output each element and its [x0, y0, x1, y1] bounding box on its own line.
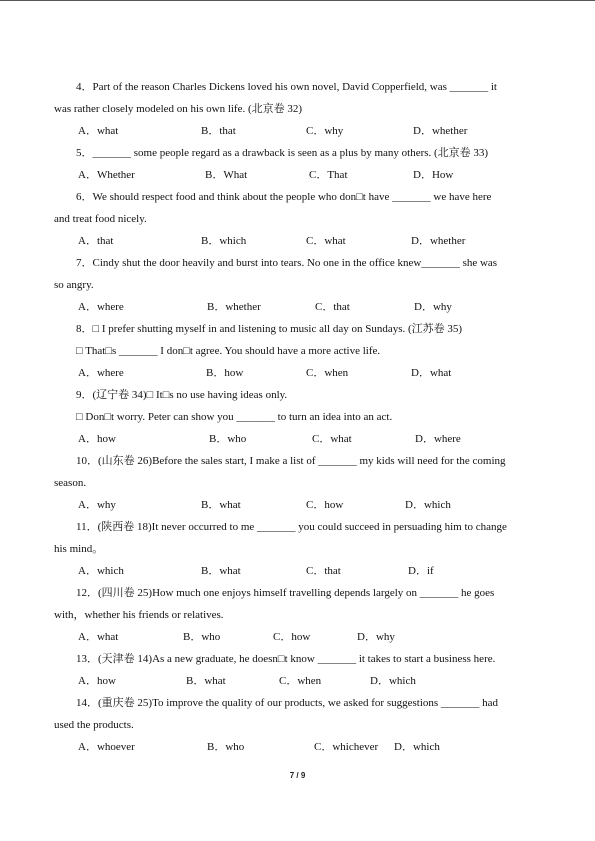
- question-12-line-1: 12．(四川卷 25)How much one enjoys himself travelling depends largely on _______ he goes: [76, 587, 495, 599]
- question-11-line-2: his mind。: [54, 543, 104, 555]
- option-d: D．what: [411, 367, 452, 379]
- option-d: D．which: [405, 499, 451, 511]
- option-b: B．which: [201, 235, 247, 247]
- question-13-options: [0, 674, 595, 688]
- option-c: C．when: [306, 367, 349, 379]
- option-b: B．that: [201, 125, 236, 137]
- option-b: B．how: [206, 367, 244, 379]
- option-c: C．why: [306, 125, 344, 137]
- option-a: A．why: [78, 499, 116, 511]
- question-14-options: [0, 740, 595, 754]
- question-8-options: [0, 366, 595, 380]
- option-a: A．how: [78, 675, 116, 687]
- option-d: D．whether: [411, 235, 466, 247]
- option-d: D．which: [394, 741, 440, 753]
- option-c: C．that: [315, 301, 350, 313]
- option-a: A．how: [78, 433, 116, 445]
- question-7-line-2: so angry.: [54, 279, 94, 291]
- option-c: C．whichever: [314, 741, 379, 753]
- question-6-line-2: and treat food nicely.: [54, 213, 147, 225]
- question-4-options: [0, 124, 595, 138]
- option-b: B．whether: [207, 301, 261, 313]
- option-d: D．whether: [413, 125, 468, 137]
- option-b: B．what: [201, 499, 241, 511]
- question-11-options: [0, 564, 595, 578]
- option-c: C．how: [306, 499, 344, 511]
- option-d: D．which: [370, 675, 416, 687]
- option-a: A．what: [78, 125, 119, 137]
- option-b: B．What: [205, 169, 248, 181]
- option-a: A．which: [78, 565, 124, 577]
- option-b: B．what: [186, 675, 226, 687]
- option-c: C．what: [306, 235, 346, 247]
- option-d: D．where: [415, 433, 461, 445]
- question-10-line-2: season.: [54, 477, 87, 489]
- option-d: D．why: [414, 301, 452, 313]
- option-c: C．when: [279, 675, 322, 687]
- question-9-line-1: 9．(辽宁卷 34)□ It□s no use having ideas only.: [76, 389, 288, 401]
- question-8-line-1: 8．□ I prefer shutting myself in and listening to music all day on Sundays. (江苏卷 35): [76, 323, 463, 335]
- option-a: A．what: [78, 631, 119, 643]
- question-7-line-1: 7．Cindy shut the door heavily and burst into tears. No one in the office knew_______ she was: [76, 257, 498, 269]
- option-a: A．where: [78, 301, 124, 313]
- option-c: C．how: [273, 631, 311, 643]
- question-5-options: [0, 168, 595, 182]
- option-a: A．Whether: [78, 169, 135, 181]
- question-4-line-2: was rather closely modeled on his own life. (北京卷 32): [54, 103, 303, 115]
- question-14-line-1: 14．(重庆卷 25)To improve the quality of our products, we asked for suggestions _______ had: [76, 697, 499, 709]
- option-d: D．How: [413, 169, 454, 181]
- question-14-line-2: used the products.: [54, 719, 134, 731]
- question-10-line-1: 10．(山东卷 26)Before the sales start, I make a list of _______ my kids will need for the coming: [76, 455, 506, 467]
- option-c: C．That: [309, 169, 348, 181]
- question-9-options: [0, 432, 595, 446]
- option-c: C．that: [306, 565, 341, 577]
- option-b: B．who: [183, 631, 221, 643]
- question-7-options: [0, 300, 595, 314]
- option-b: B．who: [207, 741, 245, 753]
- question-13-line-1: 13．(天津卷 14)As a new graduate, he doesn□t know _______ it takes to start a business here.: [76, 653, 496, 665]
- option-b: B．what: [201, 565, 241, 577]
- question-12-line-2: with，whether his friends or relatives.: [54, 609, 224, 621]
- option-b: B．who: [209, 433, 247, 445]
- question-10-options: [0, 498, 595, 512]
- option-c: C．what: [312, 433, 352, 445]
- option-d: D．why: [357, 631, 395, 643]
- page-number: 7 / 9: [289, 771, 306, 780]
- question-5-line-1: 5．_______ some people regard as a drawback is seen as a plus by many others. (北京卷 33): [76, 147, 489, 159]
- question-9-line-2: □ Don□t worry. Peter can show you _______ to turn an idea into an act.: [76, 411, 393, 423]
- option-a: A．whoever: [78, 741, 135, 753]
- option-a: A．where: [78, 367, 124, 379]
- question-11-line-1: 11．(陕西卷 18)It never occurred to me _______ you could succeed in persuading him to change: [76, 521, 507, 533]
- option-a: A．that: [78, 235, 114, 247]
- question-6-options: [0, 234, 595, 248]
- option-d: D．if: [408, 565, 434, 577]
- question-8-line-2: □ That□s _______ I don□t agree. You should have a more active life.: [76, 345, 381, 357]
- question-6-line-1: 6．We should respect food and think about the people who don□t have _______ we have here: [76, 191, 492, 203]
- question-4-line-1: 4．Part of the reason Charles Dickens loved his own novel, David Copperfield, was _______ it: [76, 81, 497, 93]
- question-12-options: [0, 630, 595, 644]
